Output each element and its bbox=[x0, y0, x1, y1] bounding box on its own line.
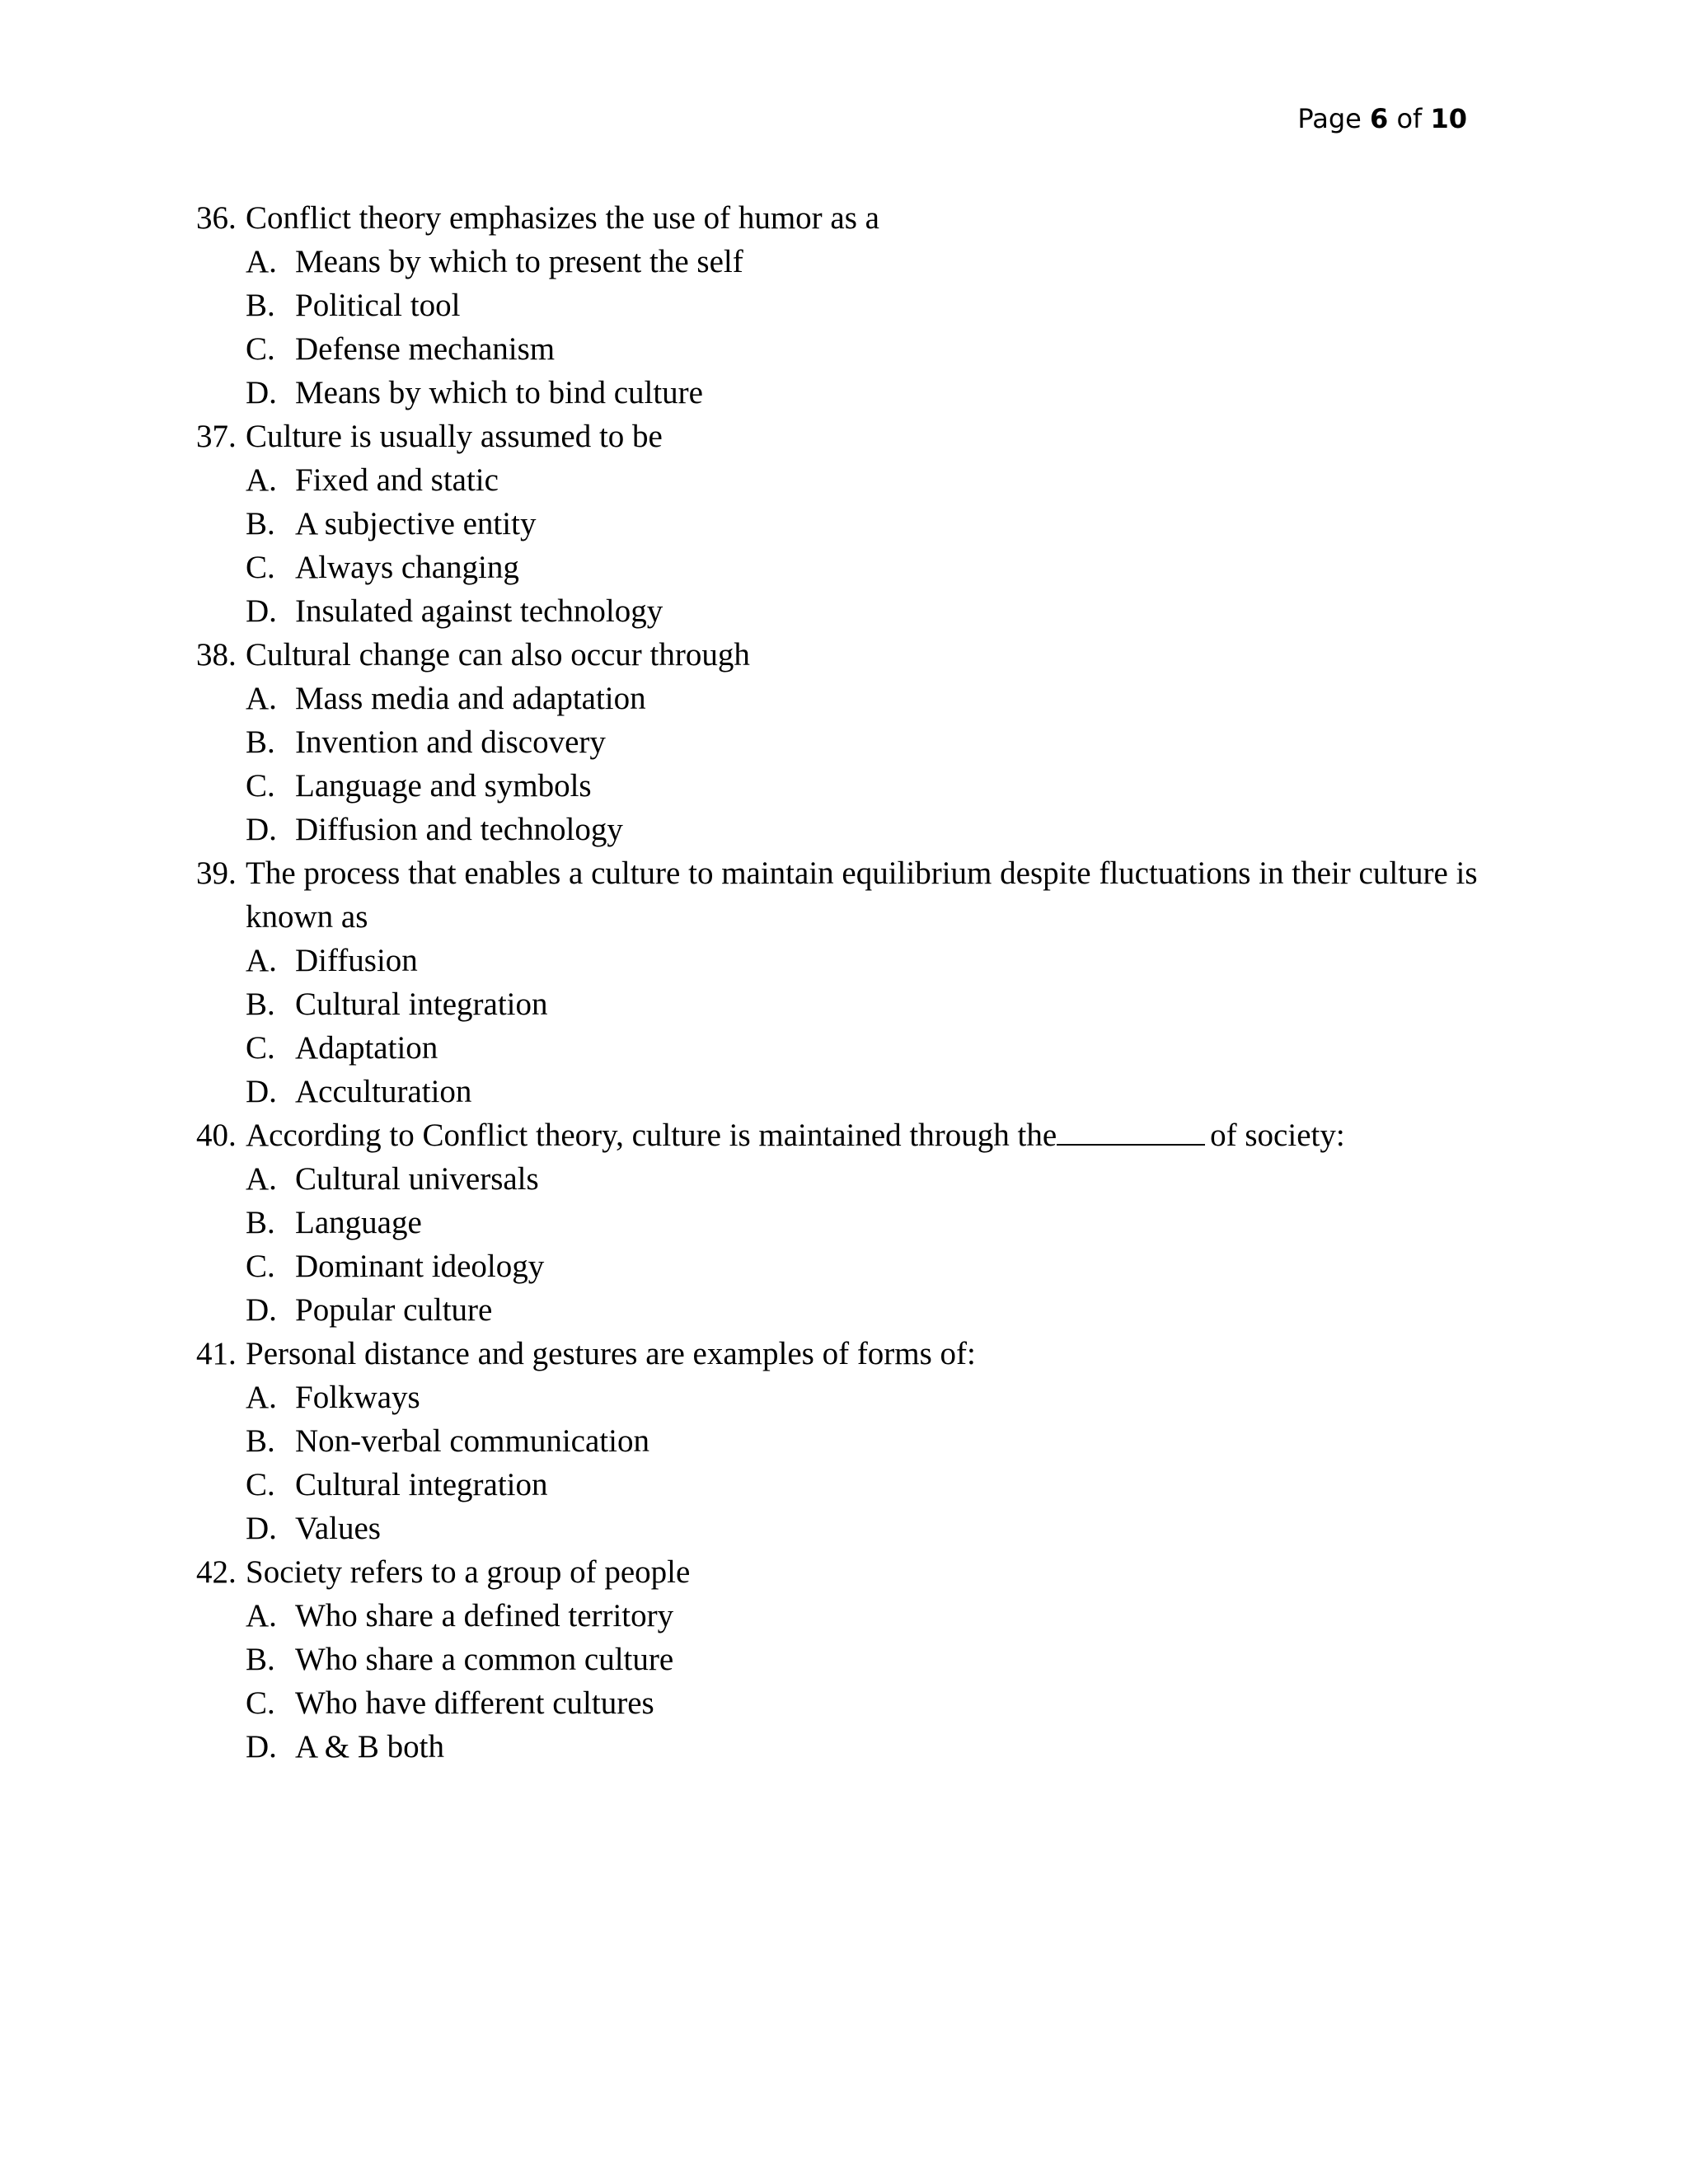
question-42 bbox=[196, 1550, 1482, 1769]
option-text: Popular culture bbox=[295, 1292, 493, 1328]
answer-option-c bbox=[246, 1244, 1482, 1288]
option-letter: B. bbox=[246, 506, 275, 541]
answer-option-c bbox=[246, 546, 1482, 589]
fill-in-blank bbox=[1057, 1114, 1205, 1146]
question-stem bbox=[196, 196, 1482, 240]
option-text: Dominant ideology bbox=[295, 1249, 545, 1284]
option-text: Political tool bbox=[295, 288, 461, 323]
option-text: Diffusion and technology bbox=[295, 812, 623, 847]
option-letter: C. bbox=[246, 768, 275, 804]
option-letter: C. bbox=[246, 1467, 275, 1502]
answer-option-c bbox=[246, 764, 1482, 808]
option-letter: B. bbox=[246, 1205, 275, 1240]
option-letter: B. bbox=[246, 288, 275, 323]
option-text: Acculturation bbox=[295, 1074, 472, 1109]
option-letter: D. bbox=[246, 1729, 277, 1765]
option-letter: D. bbox=[246, 375, 277, 410]
option-letter: A. bbox=[246, 462, 277, 498]
question-number: 39. bbox=[196, 855, 237, 891]
question-text: Cultural change can also occur through bbox=[246, 637, 750, 673]
page-word: Page bbox=[1297, 103, 1362, 134]
option-letter: A. bbox=[246, 244, 277, 279]
answer-options bbox=[196, 240, 1482, 415]
answer-options bbox=[196, 1594, 1482, 1769]
answer-option-b bbox=[246, 1419, 1482, 1463]
answer-options bbox=[196, 1376, 1482, 1550]
option-letter: D. bbox=[246, 1292, 277, 1328]
question-number: 40. bbox=[196, 1118, 237, 1153]
answer-option-d bbox=[246, 589, 1482, 633]
option-text: Fixed and static bbox=[295, 462, 499, 498]
total-pages-number: 10 bbox=[1430, 103, 1467, 134]
answer-option-d bbox=[246, 1288, 1482, 1332]
option-letter: D. bbox=[246, 593, 277, 629]
question-number: 41. bbox=[196, 1336, 237, 1371]
answer-options bbox=[196, 677, 1482, 851]
question-38 bbox=[196, 633, 1482, 851]
answer-option-b bbox=[246, 1201, 1482, 1244]
answer-option-d bbox=[246, 1070, 1482, 1113]
option-letter: D. bbox=[246, 1511, 277, 1546]
option-text: Cultural integration bbox=[295, 1467, 548, 1502]
option-letter: D. bbox=[246, 812, 277, 847]
question-text: The process that enables a culture to maintain equilibrium despite fluctuations in their culture is known as bbox=[246, 855, 1478, 935]
option-letter: C. bbox=[246, 331, 275, 367]
option-letter: A. bbox=[246, 681, 277, 716]
option-text: Cultural universals bbox=[295, 1161, 539, 1197]
question-stem bbox=[196, 1113, 1482, 1157]
question-stem bbox=[196, 633, 1482, 677]
option-letter: B. bbox=[246, 1642, 275, 1677]
answer-option-b bbox=[246, 284, 1482, 327]
option-letter: B. bbox=[246, 987, 275, 1022]
option-text: Always changing bbox=[295, 550, 519, 585]
option-text: Cultural integration bbox=[295, 987, 548, 1022]
answer-option-d bbox=[246, 808, 1482, 851]
answer-option-c bbox=[246, 327, 1482, 371]
option-text: Diffusion bbox=[295, 943, 418, 978]
answer-options bbox=[196, 939, 1482, 1113]
page-number-header bbox=[1297, 99, 1467, 138]
question-list bbox=[196, 196, 1482, 1769]
option-letter: C. bbox=[246, 1030, 275, 1066]
question-text: Culture is usually assumed to be bbox=[246, 419, 663, 454]
option-letter: A. bbox=[246, 943, 277, 978]
answer-options bbox=[196, 458, 1482, 633]
answer-option-a bbox=[246, 458, 1482, 502]
of-word: of bbox=[1396, 103, 1423, 134]
question-text-after-blank: of society: bbox=[1210, 1118, 1345, 1153]
option-text: Means by which to present the self bbox=[295, 244, 743, 279]
answer-options bbox=[196, 1157, 1482, 1332]
question-text bbox=[246, 1113, 1482, 1157]
question-37 bbox=[196, 415, 1482, 633]
option-text: Language and symbols bbox=[295, 768, 592, 804]
question-number: 36. bbox=[196, 200, 237, 236]
question-stem bbox=[196, 415, 1482, 458]
option-text: Who share a defined territory bbox=[295, 1598, 674, 1633]
option-text: Language bbox=[295, 1205, 422, 1240]
option-text: Adaptation bbox=[295, 1030, 438, 1066]
option-text: Means by which to bind culture bbox=[295, 375, 703, 410]
answer-option-c bbox=[246, 1463, 1482, 1507]
question-number: 38. bbox=[196, 637, 237, 673]
question-number: 37. bbox=[196, 419, 237, 454]
question-36 bbox=[196, 196, 1482, 415]
question-stem bbox=[196, 1550, 1482, 1594]
question-39 bbox=[196, 851, 1482, 1113]
option-letter: D. bbox=[246, 1074, 277, 1109]
answer-option-b bbox=[246, 1638, 1482, 1681]
current-page-number: 6 bbox=[1370, 103, 1389, 134]
option-text: Non-verbal communication bbox=[295, 1423, 649, 1459]
answer-option-a bbox=[246, 677, 1482, 720]
option-letter: A. bbox=[246, 1598, 277, 1633]
option-text: Mass media and adaptation bbox=[295, 681, 646, 716]
answer-option-a bbox=[246, 240, 1482, 284]
question-40 bbox=[196, 1113, 1482, 1332]
question-text: Conflict theory emphasizes the use of humor as a bbox=[246, 200, 879, 236]
answer-option-b bbox=[246, 502, 1482, 546]
answer-option-d bbox=[246, 1507, 1482, 1550]
option-text: Insulated against technology bbox=[295, 593, 663, 629]
question-text: Personal distance and gestures are examples of forms of: bbox=[246, 1336, 976, 1371]
option-text: Folkways bbox=[295, 1380, 420, 1415]
question-text-before-blank: According to Conflict theory, culture is maintained through the bbox=[246, 1118, 1057, 1153]
answer-option-d bbox=[246, 1725, 1482, 1769]
question-stem bbox=[196, 851, 1482, 939]
question-number: 42. bbox=[196, 1554, 237, 1590]
answer-option-b bbox=[246, 982, 1482, 1026]
option-letter: C. bbox=[246, 550, 275, 585]
answer-option-c bbox=[246, 1681, 1482, 1725]
option-text: Who have different cultures bbox=[295, 1685, 654, 1721]
option-text: Defense mechanism bbox=[295, 331, 556, 367]
answer-option-b bbox=[246, 720, 1482, 764]
question-41 bbox=[196, 1332, 1482, 1550]
option-text: A & B both bbox=[295, 1729, 444, 1765]
option-letter: C. bbox=[246, 1249, 275, 1284]
option-letter: A. bbox=[246, 1161, 277, 1197]
option-text: Who share a common culture bbox=[295, 1642, 674, 1677]
option-letter: B. bbox=[246, 724, 275, 760]
option-text: A subjective entity bbox=[295, 506, 537, 541]
answer-option-d bbox=[246, 371, 1482, 415]
answer-option-a bbox=[246, 939, 1482, 982]
question-text: Society refers to a group of people bbox=[246, 1554, 691, 1590]
option-letter: C. bbox=[246, 1685, 275, 1721]
option-text: Values bbox=[295, 1511, 381, 1546]
answer-option-a bbox=[246, 1594, 1482, 1638]
answer-option-a bbox=[246, 1376, 1482, 1419]
question-stem bbox=[196, 1332, 1482, 1376]
option-letter: B. bbox=[246, 1423, 275, 1459]
option-text: Invention and discovery bbox=[295, 724, 606, 760]
option-letter: A. bbox=[246, 1380, 277, 1415]
answer-option-c bbox=[246, 1026, 1482, 1070]
answer-option-a bbox=[246, 1157, 1482, 1201]
